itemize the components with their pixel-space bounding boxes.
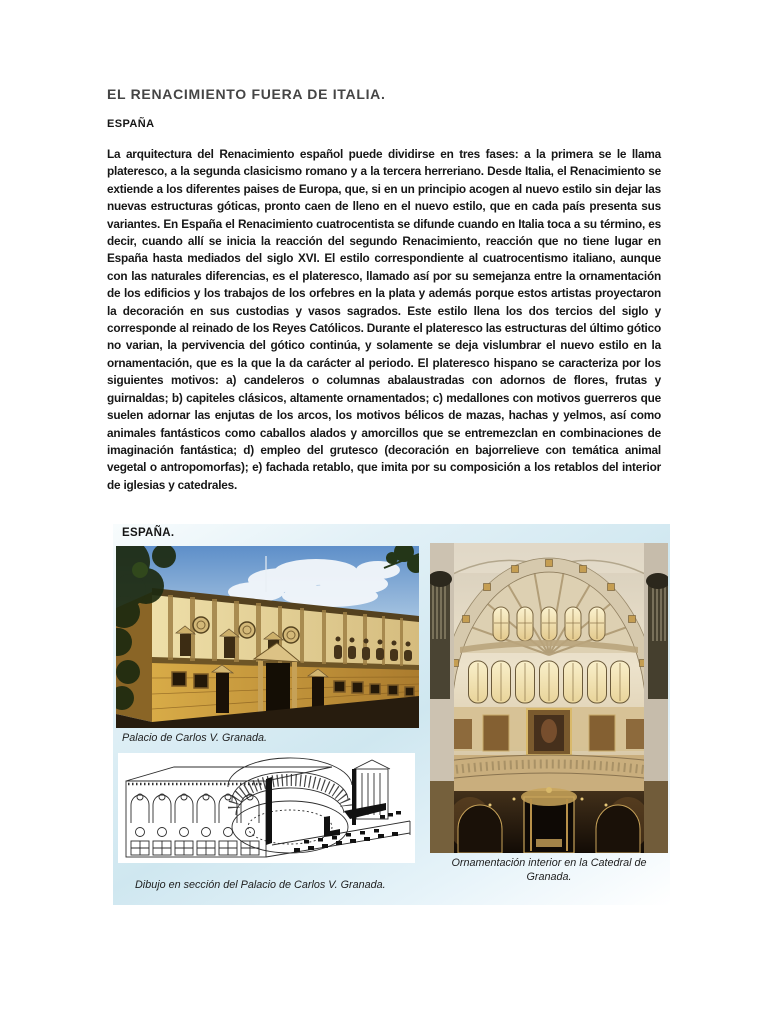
figure-panel [113, 524, 670, 905]
section-drawing [118, 753, 415, 863]
palace-caption: Palacio de Carlos V. Granada. [122, 732, 268, 744]
drawing-caption: Dibujo en sección del Palacio de Carlos V. Granada. [135, 879, 386, 891]
cathedral-photo [430, 543, 668, 853]
figure-label: ESPAÑA. [122, 527, 175, 539]
body-paragraph: La arquitectura del Renacimiento español puede dividirse en tres fases: a la primera se le llama plateresco, a la segunda clasicismo romano y a la tercera herreriano. Desde Italia, el Renacimiento se extiende a los diferentes paises de Europa, que, si en un principio acogen al nuevo estilo sin dejar las nuevas estructuras góticas, pronto caen de lleno en el nuevo estilo, que en cada país presenta sus variantes. En España el Renacimiento cuatrocentista se difunde cuando en Italia toca a su término, es decir, cuando allí se inicia la reacción del segundo Renacimiento, reacción que no tiene lugar en España hasta mediados del siglo XVI. El estilo correspondiente al cuatrocentismo italiano, aunque con las naturales diferencias, es el plateresco, llamado así por su semejanza entre la ornamentación de los edificios y los trabajos de los orfebres en la plata y además porque estos artistas proyectaron la decoración en sus custodias y vasos sagrados. Este estilo llena los dos tercios del siglo y corresponde al reinado de los Reyes Católicos. Durante el plateresco las estructuras del último gótico no varian, la pervivencia del gótico continúa, y solamente se deja vislumbrar el nuevo estilo en la ornamentación, que es la que la da carácter al periodo. El plateresco hispano se caracteriza por los siguientes motivos: a) candeleros o columnas abalaustradas con adornos de flores, frutas y guirnaldas; b) capiteles clásicos, altamente ornamentados; c) medallones con motivos guerreros que suelen adornar las enjutas de los arcos, los motivos bélicos de mazas, hachas y yelmos, así como animales fantásticos como caballos alados y amorcillos que se entremezclan en combinaciones de imaginación fantástica; d) empleo del grutesco (decoración en bajorrelieve con temática animal vegetal o antropomorfas); e) fachada retablo, que imita por su composición a los retablos del interior de iglesias y catedrales. [107, 147, 661, 492]
page-title: EL RENACIMIENTO FUERA DE ITALIA. [107, 86, 386, 102]
section-heading: ESPAÑA [107, 118, 155, 130]
palace-photo [116, 546, 419, 728]
cathedral-caption: Ornamentación interior en la Catedral de Granada. [451, 857, 647, 883]
